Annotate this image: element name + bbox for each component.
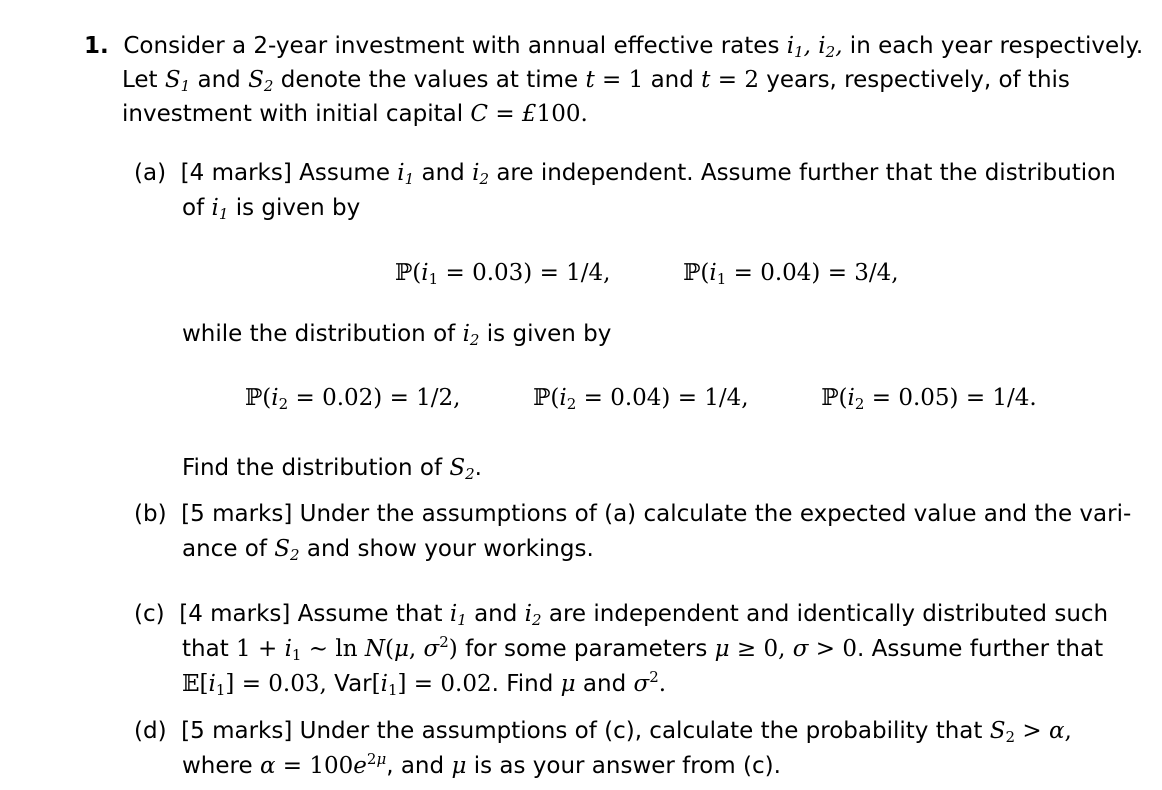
math-params: μ ≥ 0, σ > 0: [714, 636, 857, 662]
part-b-line-2: [182, 534, 594, 564]
part-text: Find the distribution of: [182, 455, 450, 481]
part-d-line-2: [182, 751, 781, 781]
intro-text: and: [643, 67, 702, 93]
part-text: , and: [386, 753, 452, 779]
part-text: and show your workings.: [299, 536, 594, 562]
question-line-2: [122, 65, 1138, 95]
intro-text: and: [190, 67, 249, 93]
part-c-marks: [4 marks]: [179, 601, 291, 627]
part-text: . Assume further that: [857, 636, 1104, 662]
math-i1: $i_1$: [449, 601, 467, 629]
math-mu: μ: [560, 671, 576, 697]
part-a-find: Find the distribution of $S_2$.: [182, 455, 482, 483]
part-text: Assume: [291, 160, 398, 186]
math-S2: $S_2$: [248, 67, 274, 95]
part-text: while the distribution of: [182, 321, 463, 347]
part-a-marks: [4 marks]: [180, 160, 292, 186]
math-variance: $[i_1] = 0.02$: [371, 671, 492, 699]
math-sigma2: $\sigma^2$.: [633, 668, 667, 697]
math-i1: $i_1$: [211, 195, 229, 223]
part-text: Under the assumptions of (a) calculate the expected value and the vari-: [292, 501, 1132, 527]
intro-text: Let: [122, 67, 165, 93]
part-text: ance of: [182, 536, 275, 562]
part-a-line-1: [134, 158, 1116, 188]
dist-i1-p1: $ℙ(i_1 = 0.03) = 1/4$,: [395, 260, 611, 288]
part-text: and: [575, 671, 634, 697]
part-text: are independent and identically distributed such: [541, 601, 1109, 627]
math-i2: $i_2$: [462, 321, 480, 349]
part-text: that: [182, 636, 237, 662]
intro-text: investment with initial capital: [122, 101, 471, 127]
part-text: are independent. Assume further that the distribution: [489, 160, 1116, 186]
part-d-marks: [5 marks]: [181, 718, 293, 744]
part-a-label: (a): [134, 160, 167, 186]
intro-text: years, respectively, of this: [758, 67, 1070, 93]
part-a-mid: [182, 319, 611, 349]
part-b-label: (b): [134, 501, 167, 527]
question-line-3: [122, 99, 588, 129]
part-text: and: [466, 601, 525, 627]
part-text: Under the assumptions of (c), calculate the probability that: [292, 718, 990, 744]
math-i1: $i_1$: [397, 160, 415, 188]
part-text: is as your answer from (c).: [466, 753, 781, 779]
part-text: is given by: [228, 195, 361, 221]
math-lognormal: $1 + i_1$ ∼ ln N(μ, $\sigma^2$): [236, 633, 458, 664]
part-c-line-1: [134, 599, 1108, 629]
intro-text: Consider a 2-year investment with annual effective rates: [123, 33, 787, 59]
math-mu: μ: [451, 753, 467, 779]
part-c-line-2: [182, 634, 1103, 664]
part-text: for some parameters: [457, 636, 715, 662]
part-a-line-2: [182, 193, 360, 223]
math-alpha-def: $\alpha = 100e^{2\mu}$: [259, 750, 387, 779]
dist-i2-p3: $ℙ(i_2 = 0.05) = 1/4$.: [821, 385, 1037, 413]
part-text: where: [182, 753, 260, 779]
math-i2: $i_2$: [524, 601, 542, 629]
math-S2: $S_2$: [274, 536, 300, 564]
math-t2: t = 2: [701, 67, 759, 93]
intro-text: in each year respectively.: [842, 33, 1144, 59]
math-i2: $i_2$: [472, 160, 490, 188]
question-line-1: [84, 31, 1143, 61]
part-d-line-1: [134, 716, 1072, 746]
math-S2: $S_2$: [449, 455, 475, 483]
part-text: is given by: [479, 321, 612, 347]
part-text: . Find: [491, 671, 561, 697]
math-capital: C = £100.: [470, 101, 588, 127]
dist-i1: [395, 258, 899, 288]
part-c-label: (c): [134, 601, 165, 627]
dist-i1-p2: $ℙ(i_1 = 0.04) = 3/4$,: [683, 260, 899, 288]
part-text: Assume that: [290, 601, 450, 627]
part-text: and: [414, 160, 473, 186]
part-text: Var: [334, 671, 372, 697]
part-c-line-3: [182, 669, 666, 699]
dist-i2-p1: $ℙ(i_2 = 0.02) = 1/2$,: [245, 385, 461, 413]
question-number: 1.: [84, 33, 109, 59]
dist-i2-p2: $ℙ(i_2 = 0.04) = 1/4$,: [533, 385, 749, 413]
intro-text: denote the values at time: [273, 67, 586, 93]
part-b-marks: [5 marks]: [181, 501, 293, 527]
math-S1: $S_1$: [164, 67, 191, 95]
part-text: of: [182, 195, 212, 221]
math-t1: t = 1: [585, 67, 644, 93]
math-expectation: $𝔼[i_1] = 0.03$,: [182, 671, 327, 699]
part-b-line-1: [134, 499, 1131, 529]
math-i1-i2: $i_1$, $i_2$,: [786, 33, 843, 61]
dist-i2: [245, 383, 1037, 413]
math-s2-gt-alpha: $S_2 > \alpha$,: [989, 718, 1072, 746]
part-d-label: (d): [134, 718, 167, 744]
